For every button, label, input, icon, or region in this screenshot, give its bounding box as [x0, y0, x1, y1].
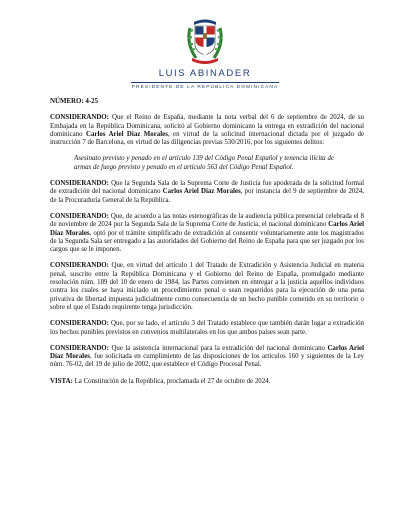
paragraph-lead: VISTA:: [50, 377, 73, 385]
letterhead: [0, 14, 410, 90]
person-name: Carlos Ariel Díaz Morales: [50, 344, 364, 361]
paragraph-text: , optó por el trámite simplificado de extradición al consentir voluntariamente ante los magistrados de la Segunda Sala ser entregado a las autoridades del Gobierno del Reino de España para que ser juzgado por los cargos que se le imponen.: [50, 229, 364, 254]
paragraph-lead: CONSIDERANDO:: [50, 262, 109, 270]
considerando-3: [50, 213, 364, 254]
paragraph-lead: CONSIDERANDO:: [50, 344, 109, 352]
paragraph-text: Que, en virtud del artículo 1 del Tratado de Extradición y Asistencia Judicial en materia penal, suscrito entre la República Dominicana y el Gobierno del Reino de España, promulgado mediante resolución núm. 189 del 10 de enero de 1984, las Partes convienen en entregar a la justicia aquellos individuos contra los cuales se haya iniciado un procedimiento penal o sean requeridos para la ejecución de una pena privativa de libertad impuesta judicialmente como consecuencia de un hecho punible cometido en su territorio o sobre el que el Estado requirente tenga jurisdicción.: [50, 262, 364, 311]
president-title: PRESIDENTE DE LA REPÚBLICA DOMINICANA: [131, 84, 279, 90]
coat-of-arms-icon: [184, 14, 226, 66]
vista-1: [50, 378, 364, 386]
president-name: LUIS ABINADER: [158, 68, 252, 79]
person-name: Carlos Ariel Díaz Morales: [85, 130, 168, 138]
paragraph-text: , en virtud de la solicitud internacional dictada por el juzgado de instrucción 7 de Barcelona, en virtud de las diligencias previas 530/2016, por los siguientes delitos:: [50, 130, 365, 147]
considerando-4: [50, 262, 364, 312]
paragraph-lead: CONSIDERANDO:: [50, 114, 109, 122]
paragraph-lead: CONSIDERANDO:: [50, 212, 109, 220]
considerando-1: [50, 114, 364, 147]
paragraph-text: Que el Reino de España, mediante la nota verbal del 6 de septiembre de 2024, de su Embajada en la República Dominicana, solicitó al Gobierno dominicano la entrega en extradición del nacional dominicano: [50, 114, 364, 138]
considerando-6: [50, 345, 364, 370]
considerando-5: [50, 320, 364, 337]
paragraph-lead: CONSIDERANDO:: [50, 320, 109, 328]
person-name: Carlos Ariel Díaz Morales: [162, 188, 241, 196]
decree-body: [50, 98, 364, 394]
paragraph-text: , por instancia del 9 de septiembre de 2024, de la Procuraduría General de la República.: [50, 188, 364, 204]
considerando-2: [50, 180, 364, 205]
paragraph-text: La Constitución de la República, proclamada el 27 de octubre de 2024.: [72, 377, 271, 385]
decree-number: NÚMERO: 4-25: [50, 98, 99, 105]
header-divider: [131, 82, 279, 83]
paragraph-text: , fue solicitada en cumplimiento de las disposiciones de los artículos 160 y siguientes de la Ley núm. 76-02, del 19 de julio de 2002, que establece el Código Procesal Penal.: [50, 353, 365, 369]
paragraph-text: Que, de acuerdo a las notas estenográficas de la audiencia pública presencial celebrada el 8 de noviembre de 2024 por la Segunda Sala de la Suprema Corte de Justicia, el nacional dominicano: [50, 212, 364, 229]
paragraph-text: Que la asistencia internacional para la extradición del nacional dominicano: [108, 344, 328, 352]
paragraph-lead: CONSIDERANDO:: [50, 180, 109, 188]
person-name: Carlos Ariel Díaz Morales: [50, 221, 364, 237]
paragraph-text: Que, por su lado, el artículo 3 del Tratado establece que también darán lugar a extradición los hechos punibles previstos en convenios multilaterales en los que ambos países sean parte.: [50, 320, 364, 336]
paragraph-text: Que la Segunda Sala de la Suprema Corte de Justicia fue apoderada de la solicitud formal de extradición del nacional dominicano: [50, 180, 364, 196]
charges-quote: Asesinato previsto y penado en el artículo 139 del Código Penal Español y tenencia ilícita de armas de fuego previsto y penado en el artículo 563 del Código Penal Español.: [74, 155, 334, 171]
